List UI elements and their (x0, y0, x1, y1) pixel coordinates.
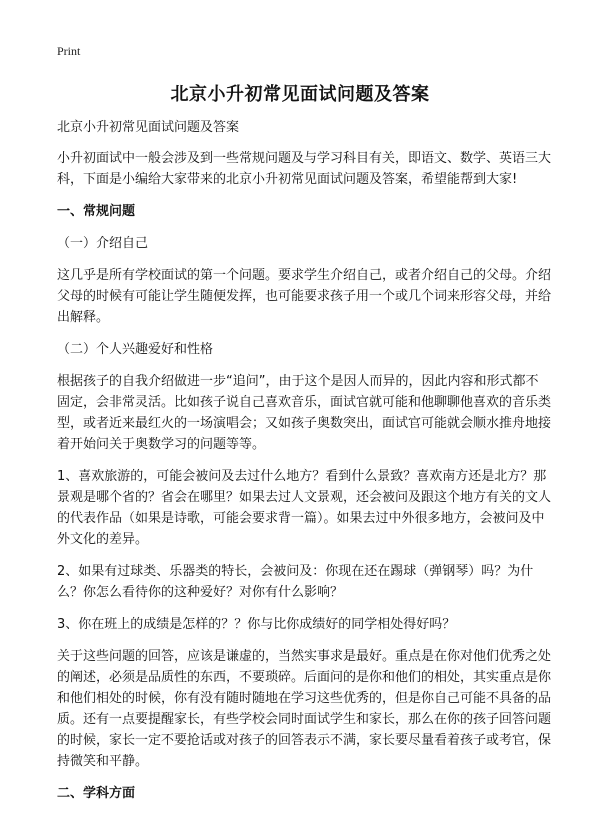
document-body (57, 117, 551, 815)
section-heading-general: 一、常规问题 (57, 204, 136, 219)
intro-paragraph: 小升初面试中一般会涉及到一些常规问题及与学习科目有关，即语文、数学、英语三大科，下面是小编给大家带来的北京小升初常见面试问题及答案，希望能帮到大家! (57, 151, 552, 187)
subsection-heading-interests: （二）个人兴趣爱好和性格 (57, 342, 214, 357)
page-title: 北京小升初常见面试问题及答案 (170, 84, 430, 105)
answer-paragraph: 关于这些问题的回答，应该是谦虚的，当然实事求是最好。重点是在你对他们优秀之处的阐述，必须是品质性的东西，不要琐碎。后面问的是你和他们的相处，其实重点是你和他们相处的时候，你有没有随时随地在学习这些优秀的，但是你自己可能不具备的品质。还有一点要提醒家长，有些学校会同时面试学生和家长，那么在你的孩子回答问题的时候，家长一定不要抢话或对孩子的回答表示不满，家长要尽量看着孩子或考官，保持微笑和平静。 (57, 649, 552, 769)
interests-paragraph: 根据孩子的自我介绍做进一步“追问”，由于这个是因人而异的，因此内容和形式都不固定，会非常灵活。比如孩子说自己喜欢音乐，面试官就可能和他聊聊他喜欢的音乐类型，或者近来最红火的一场演唱会；又如孩子奥数突出，面试官可能就会顺水推舟地接着开始问关于奥数学习的问题等等。 (57, 374, 552, 452)
document-subtitle: 北京小升初常见面试问题及答案 (57, 120, 240, 135)
subsection-heading-self-intro: （一）介绍自己 (57, 236, 149, 251)
section-heading-subjects: 二、学科方面 (57, 786, 136, 801)
question-3: 3、你在班上的成绩是怎样的？？你与比你成绩好的同学相处得好吗？ (57, 617, 456, 632)
print-label: Print (57, 44, 81, 58)
question-2: 2、如果有过球类、乐器类的特长，会被问及：你现在还在踢球（弹钢琴）吗？为什么？你怎么看待你的这种爱好？对你有什么影响？ (57, 564, 534, 600)
self-intro-paragraph: 这几乎是所有学校面试的第一个问题。要求学生介绍自己，或者介绍自己的父母。介绍父母的时候有可能让学生随便发挥，也可能要求孩子用一个或几个词来形容父母，并给出解释。 (57, 268, 552, 325)
question-1: 1、喜欢旅游的，可能会被问及去过什么地方？看到什么景致？喜欢南方还是北方？那景观是哪个省的？省会在哪里？如果去过人文景观，还会被问及跟这个地方有关的文人的代表作品（如果是诗歌，可能会要求背一篇）。如果去过中外很多地方，会被问及中外文化的差异。 (57, 469, 552, 547)
